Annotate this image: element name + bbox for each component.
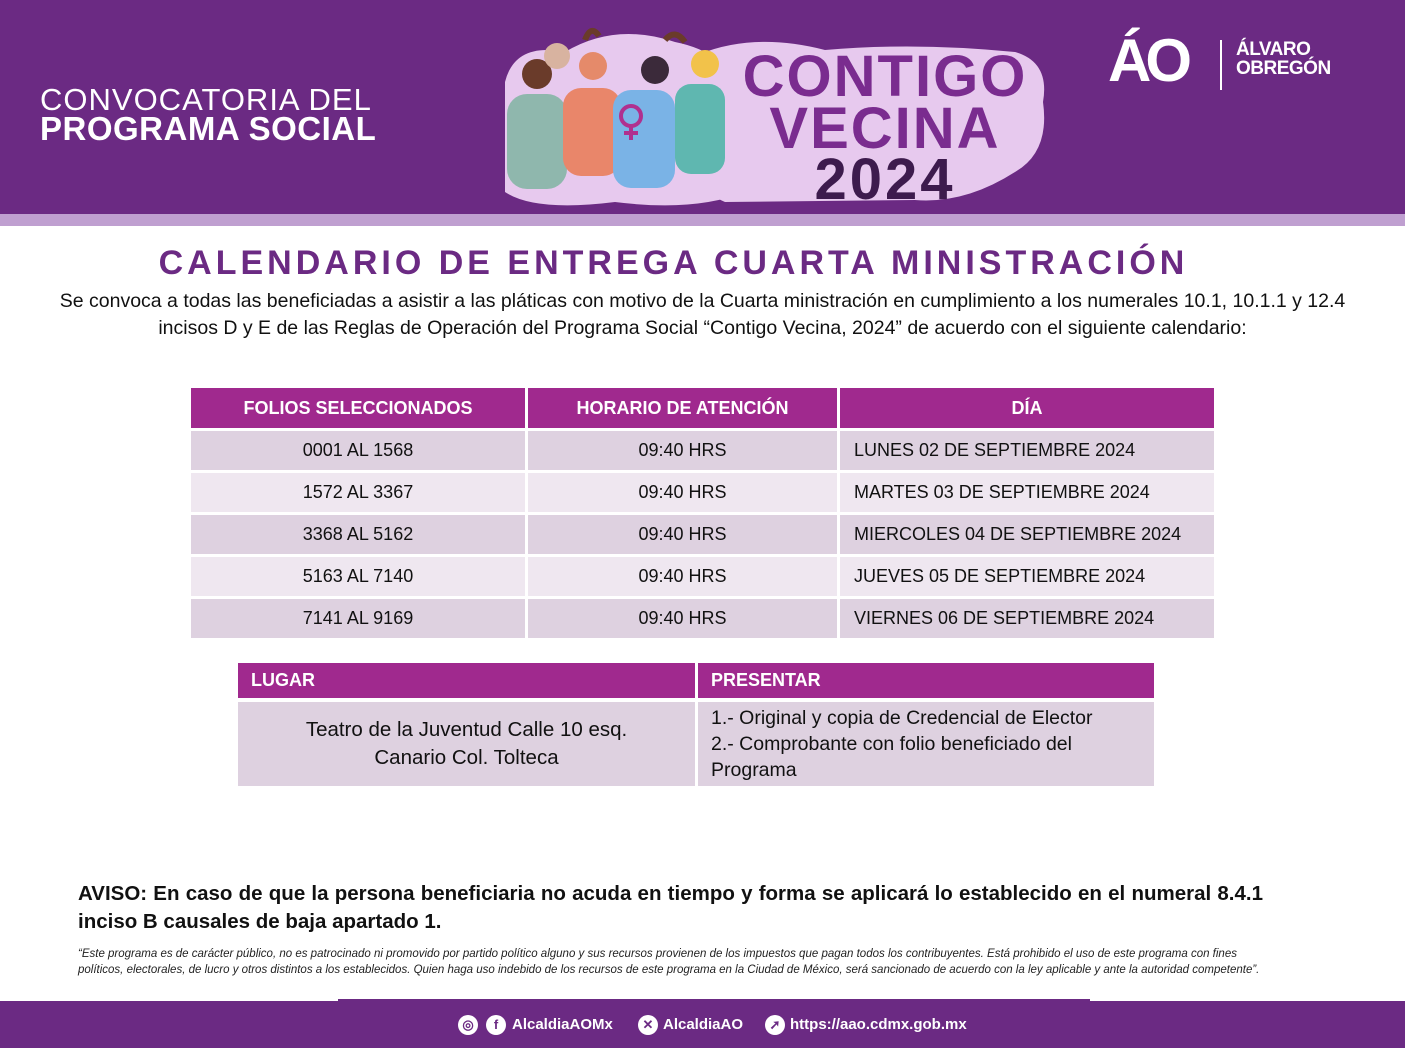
- convocatoria-line2: PROGRAMA SOCIAL: [40, 110, 377, 147]
- social-handle-facebook[interactable]: AlcaldiaAOMx: [512, 1016, 613, 1033]
- calendar-table: [191, 388, 1214, 638]
- horario-cell: 09:40 HRS: [528, 512, 840, 554]
- website-link[interactable]: https://aao.cdmx.gob.mx: [790, 1016, 967, 1033]
- facebook-icon[interactable]: f: [486, 1015, 506, 1035]
- logo-divider: [1220, 40, 1222, 90]
- presentar-item: 2.- Comprobante con folio beneficiado del Programa: [711, 733, 1072, 781]
- intro-paragraph: Se convoca a todas las beneficiadas a asistir a las pláticas con motivo de la Cuarta ministración en cumplimiento a los numerales 10.1, 10.1.1 y 12.4 incisos D y E de las Reglas de Operación del Programa Social “Contigo Vecina, 2024” de acuerdo con el siguiente calendario:: [59, 290, 1346, 339]
- page-title: CALENDARIO DE ENTREGA CUARTA MINISTRACIÓN: [158, 244, 1189, 282]
- social-handle-x[interactable]: AlcaldiaAO: [663, 1016, 744, 1033]
- convocatoria-line1: CONVOCATORIA DEL: [40, 82, 372, 117]
- dia-cell: MIERCOLES 04 DE SEPTIEMBRE 2024: [840, 512, 1214, 554]
- presentar-cell: [698, 698, 1154, 786]
- horario-cell: 09:40 HRS: [528, 596, 840, 638]
- table-row: [191, 470, 1214, 512]
- horario-cell: 09:40 HRS: [528, 554, 840, 596]
- aviso-notice: AVISO: En caso de que la persona beneficiaria no acuda en tiempo y forma se aplicará lo establecido en el numeral 8.4.1 inciso B causales de baja apartado 1.: [78, 882, 1263, 933]
- logo-text-line1: ÁLVARO: [1236, 39, 1311, 60]
- logo-mark: ÁO: [1108, 27, 1186, 94]
- calendar-header-row: [191, 388, 1214, 428]
- place-table: [238, 663, 1154, 786]
- folios-cell: 3368 AL 5162: [191, 512, 528, 554]
- lugar-cell: [238, 698, 698, 786]
- folios-cell: 1572 AL 3367: [191, 470, 528, 512]
- program-name-line1: CONTIGO: [742, 44, 1028, 109]
- place-header-row: [238, 663, 1154, 698]
- header-presentar: PRESENTAR: [698, 663, 1154, 698]
- x-icon[interactable]: ✕: [638, 1015, 658, 1035]
- table-row: [191, 596, 1214, 638]
- header-folios: FOLIOS SELECCIONADOS: [191, 388, 528, 428]
- instagram-icon[interactable]: ◎: [458, 1015, 478, 1035]
- place-row: [238, 698, 1154, 786]
- legal-disclaimer: “Este programa es de carácter público, no es patrocinado ni promovido por partido político alguno y sus recursos provienen de los impuestos que pagan todos los contribuyentes. Está prohibido el uso de este programa con fines políticos, electorales, de lucro y otros distintos a los establecidos. Quien haga uso indebido de los recursos de este programa en la Ciudad de México, será sancionado de acuerdo con la ley aplicable y ante la autoridad competente”.: [78, 948, 1260, 976]
- program-name: [720, 44, 1050, 212]
- dia-cell: MARTES 03 DE SEPTIEMBRE 2024: [840, 470, 1214, 512]
- folios-cell: 7141 AL 9169: [191, 596, 528, 638]
- folios-cell: 5163 AL 7140: [191, 554, 528, 596]
- table-row: [191, 512, 1214, 554]
- table-row: [191, 428, 1214, 470]
- logo-text-line2: OBREGÓN: [1236, 58, 1331, 79]
- horario-cell: 09:40 HRS: [528, 470, 840, 512]
- logo-text: [1236, 40, 1331, 78]
- header-stripe: [0, 214, 1405, 226]
- header-lugar: LUGAR: [238, 663, 698, 698]
- table-row: [191, 554, 1214, 596]
- folios-cell: 0001 AL 1568: [191, 428, 528, 470]
- program-name-line2: VECINA: [769, 96, 1001, 161]
- dia-cell: JUEVES 05 DE SEPTIEMBRE 2024: [840, 554, 1214, 596]
- lugar-line2: Canario Col. Tolteca: [374, 746, 559, 769]
- presentar-item: 1.- Original y copia de Credencial de Elector: [711, 707, 1093, 729]
- web-icon[interactable]: ➚: [765, 1015, 785, 1035]
- dia-cell: LUNES 02 DE SEPTIEMBRE 2024: [840, 428, 1214, 470]
- header-dia: DÍA: [840, 388, 1214, 428]
- lugar-line1: Teatro de la Juventud Calle 10 esq.: [305, 718, 628, 741]
- program-year: 2024: [814, 147, 956, 212]
- header-horario: HORARIO DE ATENCIÓN: [528, 388, 840, 428]
- dia-cell: VIERNES 06 DE SEPTIEMBRE 2024: [840, 596, 1214, 638]
- horario-cell: 09:40 HRS: [528, 428, 840, 470]
